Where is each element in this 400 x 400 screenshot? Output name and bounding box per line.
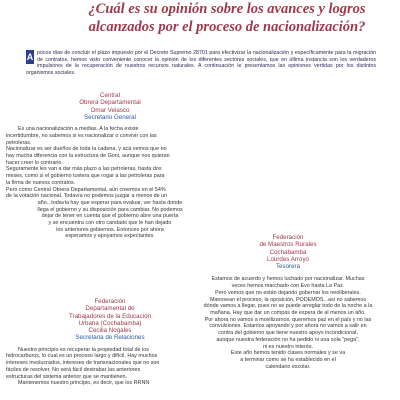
text-line: Mantenemos nuestro principio, es decir, que los RRNN <box>18 380 150 387</box>
text-line: aunque nuestra federación no ha pedido ni una sola "pega", <box>216 336 360 343</box>
text-line: contra del gobierno que tiene nuestro apoyo incondicional, <box>218 330 358 337</box>
text-line: y se encuentra con otro candado que le han dejado <box>48 220 172 227</box>
speaker-header <box>6 92 214 121</box>
dropcap: A <box>26 52 34 62</box>
text-line: estructuras del sistema anterior que se mantienen. <box>6 373 128 380</box>
speaker-name: Cecilia Nogales <box>88 327 132 335</box>
opinion-maestros-rurales <box>183 234 393 370</box>
text-line: convulsiones. Estamos apoyando y por ahora no vamos a salir en <box>209 323 367 330</box>
text-line: Pero vemos que no están dejando gobernar los neoliberales. <box>215 289 361 296</box>
text-line: Este año hemos tenido clases normales y se va <box>230 350 346 357</box>
org-line: Urbana (Cochabamba) <box>78 319 142 327</box>
org-line: Cochabamba <box>269 248 307 256</box>
text-line: ni es nuestro interés. <box>262 343 314 350</box>
org-line: Trabajadores de la Educación <box>69 312 151 320</box>
text-line: fáciles de resolver. No será fácil destrabar las anteriores <box>6 366 141 373</box>
speaker-role: Tesorera <box>275 263 301 271</box>
text-line: hay mucha diferencia con la estructura de Goni, aunque nos quieran <box>6 153 170 159</box>
text-line: dónde vamos a llegar, pues no se puede arreglar todo de la noche a la <box>203 303 373 310</box>
intro-paragraph <box>26 50 376 76</box>
text-line: a terminar como se ha establecido en el <box>240 356 336 363</box>
org-line: Federación <box>272 234 304 241</box>
text-line: Nacionalizar es ser dueños de toda la cadena, y acá vemos que no <box>6 146 167 153</box>
speaker-role: Secretaria de Relaciones <box>75 334 145 342</box>
text-line: hidrocarburos, lo cual es un proceso largo y difícil. Hay muchos <box>6 353 158 360</box>
opinion-central-obrera <box>6 92 214 240</box>
title-line-1: ¿Cuál es su opinión sobre los avances y logros <box>88 1 366 17</box>
org-line: Central <box>100 92 120 99</box>
text-line: de la votación nacional. Todavía no podemos juzgar a menos de un <box>6 193 168 200</box>
opinion-body <box>6 347 214 387</box>
text-line: esperamos y apoyamos expectantes. <box>65 233 155 240</box>
opinion-body <box>183 276 393 370</box>
opinion-body <box>6 126 214 240</box>
text-line: incertidumbre, no sabemos si es nacionalizar o convivir con las <box>6 132 157 139</box>
text-line: calendario escolar. <box>265 363 311 370</box>
intro-text: pocos días de concluir el plazo impuesto por el Decreto Supremo 28701 para efectivizar la nacionalización y específicamente para la migración de contratos, hemos visto conveniente conocer la opinión de los diferentes sectores sociales, que en última instancia son los verdaderos impulsores de la recuperación de nuestros recursos naturales. A continuación le presentamos las opiniones vertidas por los distintos organismos sociales. <box>26 50 376 76</box>
text-line: Por ahora no vamos a movilizarnos, queremos paz en el país y no las <box>204 316 372 323</box>
org-line: Federación <box>94 298 126 305</box>
text-line: Es una nacionalización a medias. A la fecha existe <box>18 126 139 133</box>
speaker-name: Omar Velasco <box>90 106 130 114</box>
text-line: Seguramente les van a dar más plazo a las petroleras, hasta dos <box>6 166 162 173</box>
text-line: mañana. Hay que dar un compás de espera de al menos un año. <box>210 310 366 316</box>
speaker-name: Lourdes Arroyo <box>267 255 309 263</box>
speaker-role: Secretario General <box>84 113 136 121</box>
text-line: Manosean el proceso, la oposición, PODEMOS...así no sabemos <box>209 296 367 303</box>
org-line: Obrera Departamental <box>79 99 141 107</box>
org-line: Departamental de <box>85 305 135 313</box>
speaker-header <box>6 298 214 342</box>
text-line: intereses involucrados, intereses de transnacionales que no son <box>6 360 160 367</box>
text-line: la firma de nuevos contratos. <box>6 179 76 186</box>
text-line: Nuestro principio es recuperar la propiedad total de los <box>18 346 149 353</box>
text-line: veces hemos marchado con Evo hasta La Paz. <box>231 283 345 290</box>
org-line: de Maestros Rurales <box>259 241 317 249</box>
text-line: los anteriores gobiernos. Entonces por ahora <box>56 226 164 233</box>
text-line: petroleras. <box>6 139 32 146</box>
text-line: hacer creer lo contrario. <box>6 159 63 166</box>
text-line: Pero como Central Obrera Departamental, aún creemos en el 54% <box>6 186 166 193</box>
title-line-2: alcanzados por el proceso de nacionalización? <box>88 19 366 35</box>
text-line: dejar de tener en cuenta que el gobierno abre una puerta <box>41 213 179 220</box>
opinion-educacion-urbana <box>6 298 214 387</box>
page-title <box>62 0 392 36</box>
text-line: año...todavía hay que esperar para evaluar, ver hasta donde <box>37 199 183 206</box>
text-line: llega el gobierno y su disposición para cambiar. No podemos <box>37 206 183 213</box>
speaker-header <box>183 234 393 270</box>
text-line: Estamos de acuerdo y hemos luchado por nacionalizar. Muchas <box>211 276 365 283</box>
text-line: meses, como si el gobierno tuviera que rogar a las petroleras para <box>6 173 165 180</box>
